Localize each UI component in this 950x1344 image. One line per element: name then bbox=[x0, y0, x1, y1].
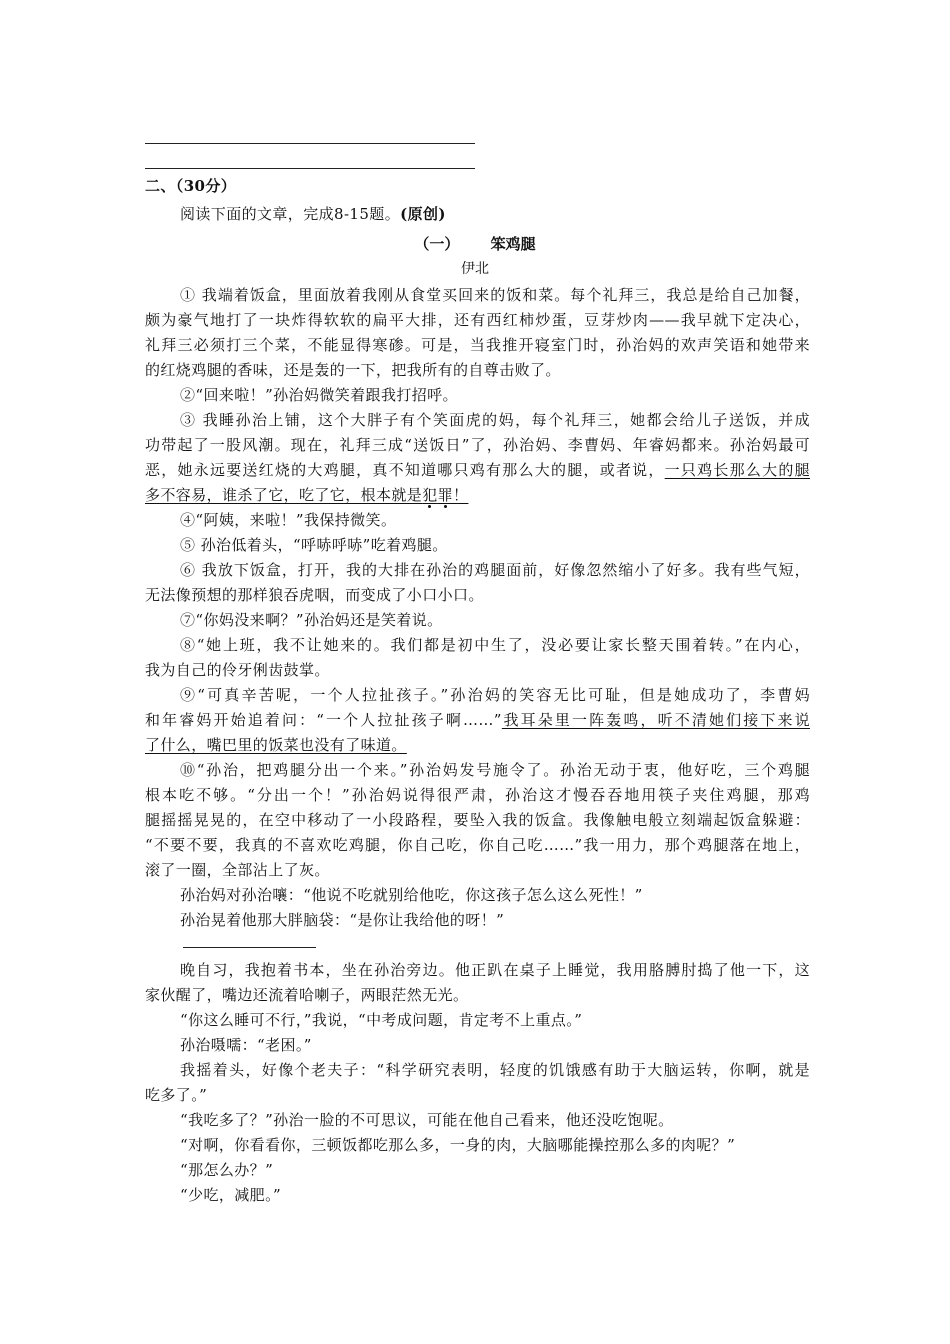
p10-line-5: 滚了一圈，全部沾上了灰。 bbox=[145, 861, 330, 879]
answer-line-1 bbox=[145, 143, 475, 144]
p19-line: “那怎么办？” bbox=[180, 1161, 274, 1179]
p4-line: ④“阿姨，来啦！”我保持微笑。 bbox=[180, 511, 397, 529]
p9-underlined-1: 我耳朵里一阵轰鸣，听不清她们接下来说 bbox=[501, 711, 810, 729]
p9-line-3 bbox=[145, 733, 810, 758]
p2-line: ②“回来啦！”孙治妈微笑着跟我打招呼。 bbox=[180, 386, 458, 404]
p14-line: “你这么睡可不行，”我说，“中考成问题，肯定考不上重点。” bbox=[180, 1011, 583, 1029]
p3-underlined-2 bbox=[145, 486, 468, 504]
p1-line-4: 的红烧鸡腿的香味，还是轰的一下，把我所有的自尊击败了。 bbox=[145, 361, 561, 379]
p11-line: 孙治妈对孙治嚷：“他说不吃就别给他吃，你这孩子怎么这么死性！” bbox=[180, 886, 643, 904]
p15-line: 孙治嗫嚅：“老困。” bbox=[180, 1036, 312, 1054]
p3-underlined-2-text: 多不容易，谁杀了它，吃了它，根本就是 bbox=[145, 486, 423, 504]
section-heading: 二、（30分） bbox=[145, 177, 237, 195]
p6-line-2: 无法像预想的那样狼吞虎咽，而变成了小口小口。 bbox=[145, 586, 484, 604]
p9-line-2-text: 和年睿妈开始追着问：“一个人拉扯孩子啊……” bbox=[145, 711, 502, 729]
emphasis-char-1: 犯 bbox=[422, 486, 438, 504]
article-title bbox=[0, 232, 950, 257]
p3-line-3-text: 恶，她永远要送红烧的大鸡腿，真不知道哪只鸡有那么大的腿，或者说， bbox=[145, 461, 665, 479]
p9-underlined-2: 了什么，嘴巴里的饭菜也没有了味道。 bbox=[145, 736, 407, 754]
instruction-tag: (原创) bbox=[400, 205, 446, 223]
p3-underlined-1: 一只鸡长那么大的腿 bbox=[664, 461, 810, 479]
p13-line-1: 晚自习，我抱着书本，坐在孙治旁边。他正趴在桌子上睡觉，我用胳膊肘捣了他一下，这 bbox=[180, 961, 810, 979]
p1-line-1: ① 我端着饭盒，里面放着我刚从食堂买回来的饭和菜。每个礼拜三，我总是给自己加餐， bbox=[180, 286, 810, 304]
p18-line: “对啊，你看看你，三顿饭都吃那么多，一身的肉，大脑哪能操控那么多的肉呢？” bbox=[180, 1136, 736, 1154]
p3-line-3 bbox=[145, 458, 810, 483]
p8-line-2: 我为自己的伶牙俐齿鼓掌。 bbox=[145, 661, 330, 679]
p17-line: “我吃多了？”孙治一脸的不可思议，可能在他自己看来，他还没吃饱呢。 bbox=[180, 1111, 674, 1129]
p8-line-1: ⑧“她上班，我不让她来的。我们都是初中生了，没必要让家长整天围着转。”在内心， bbox=[180, 636, 810, 654]
p3-line-4 bbox=[145, 483, 810, 508]
p7-line: ⑦“你妈没来啊？”孙治妈还是笑着说。 bbox=[180, 611, 443, 629]
scene-separator bbox=[183, 947, 316, 948]
p3-line-2: 功带起了一股风潮。现在，礼拜三成“送饭日”了，孙治妈、李曹妈、年睿妈都来。孙治妈最可 bbox=[145, 436, 810, 454]
p9-line-2 bbox=[145, 708, 810, 733]
p3-underlined-2-end: ！ bbox=[453, 486, 469, 504]
p16-line-2: 吃多了。” bbox=[145, 1086, 208, 1104]
p13-line-2: 家伙醒了，嘴边还流着哈喇子，两眼茫然无光。 bbox=[145, 986, 469, 1004]
answer-line-2 bbox=[145, 168, 475, 169]
p10-line-2: 根本吃不够。“分出一个！”孙治妈说得很严肃，孙治这才慢吞吞地用筷子夹住鸡腿，那鸡 bbox=[145, 786, 810, 804]
emphasis-char-2: 罪 bbox=[437, 486, 454, 504]
p9-line-1: ⑨“可真辛苦呢，一个人拉扯孩子。”孙治妈的笑容无比可耻，但是她成功了，李曹妈 bbox=[180, 686, 810, 704]
article-author: 伊北 bbox=[461, 261, 489, 277]
p10-line-1: ⑩“孙治，把鸡腿分出一个来。”孙治妈发号施令了。孙治无动于衷，他好吃，三个鸡腿 bbox=[180, 761, 810, 779]
p6-line-1: ⑥ 我放下饭盒，打开，我的大排在孙治的鸡腿面前，好像忽然缩小了好多。我有些气短， bbox=[180, 561, 810, 579]
p16-line-1: 我摇着头，好像个老夫子：“科学研究表明，轻度的饥饿感有助于大脑运转，你啊，就是 bbox=[180, 1061, 810, 1079]
p3-line-1: ③ 我睡孙治上铺，这个大胖子有个笑面虎的妈，每个礼拜三，她都会给儿子送饭，并成 bbox=[180, 411, 810, 429]
instruction-text: 阅读下面的文章，完成8-15题。 bbox=[180, 205, 401, 223]
p10-line-3: 腿摇摇晃晃的，在空中移动了一小段路程，要坠入我的饭盒。我像触电般立刻端起饭盒躲避： bbox=[145, 811, 810, 829]
p5-line: ⑤ 孙治低着头，“呼哧呼哧”吃着鸡腿。 bbox=[180, 536, 448, 554]
instruction bbox=[180, 202, 810, 227]
p12-line: 孙治晃着他那大胖脑袋：“是你让我给他的呀！” bbox=[180, 911, 505, 929]
article-number: （一） bbox=[414, 235, 460, 253]
p1-line-3: 礼拜三必须打三个菜，不能显得寒碜。可是，当我推开寝室门时，孙治妈的欢声笑语和她带来 bbox=[145, 336, 810, 354]
p20-line: “少吃，减肥。” bbox=[180, 1186, 282, 1204]
article-title-text: 笨鸡腿 bbox=[490, 235, 536, 253]
p10-line-4: “不要不要，我真的不喜欢吃鸡腿，你自己吃，你自己吃……”我一用力，那个鸡腿落在地上， bbox=[145, 836, 810, 854]
p1-line-2: 颇为豪气地打了一块炸得软软的扁平大排，还有西红柿炒蛋，豆芽炒肉——我早就下定决心， bbox=[145, 311, 810, 329]
